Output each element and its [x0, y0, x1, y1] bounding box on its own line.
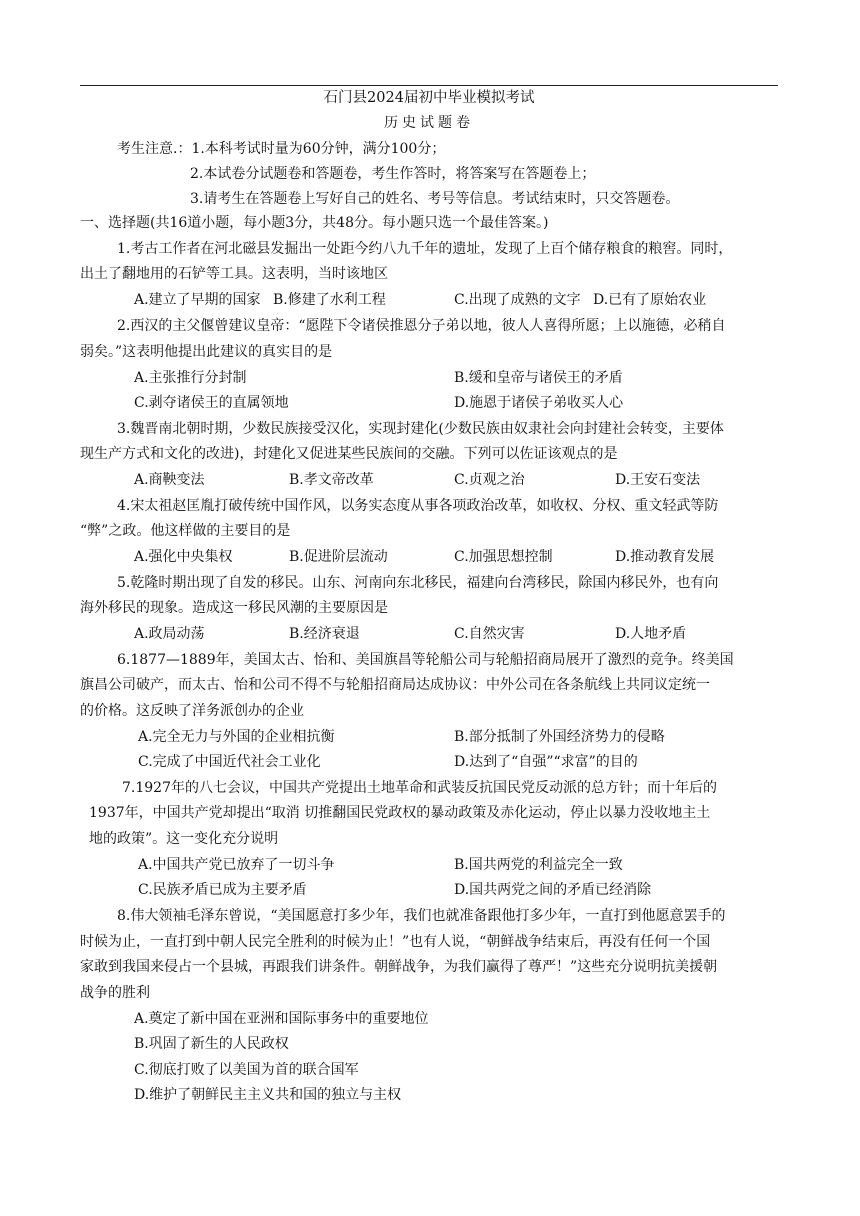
question-5-option-b: B.经济衰退 — [289, 626, 360, 642]
question-1-stem-line-2: 出土了翻地用的石铲等工具。这表明，当时该地区 — [80, 266, 388, 282]
question-7-option-c: C.民族矛盾已成为主要矛盾 — [138, 882, 307, 898]
question-5-stem-line-2: 海外移民的现象。造成这一移民风潮的主要原因是 — [80, 600, 388, 616]
question-2-option-b: B.缓和皇帝与诸侯王的矛盾 — [454, 370, 623, 386]
question-1-option-a: A.建立了早期的国家 — [134, 292, 261, 308]
question-3-stem-line-2: 现生产方式和文化的改进)，封建化又促进某些民族间的交融。下列可以佐证该观点的是 — [80, 446, 618, 462]
question-5-option-d: D.人地矛盾 — [615, 626, 687, 642]
notice-line-1: 考生注意.：1.本科考试时量为60分钟，满分100分； — [117, 141, 446, 157]
question-8-option-c: C.彻底打败了以美国为首的联合国军 — [134, 1062, 359, 1078]
question-7-option-a: A.中国共产党已放弃了一切斗争 — [138, 857, 335, 873]
question-3-option-c: C.贞观之治 — [454, 472, 525, 488]
question-4-option-d: D.推动教育发展 — [615, 549, 715, 565]
question-3-stem-line-1: 3.魏晋南北朝时期，少数民族接受汉化，实现封建化(少数民族由奴隶社会向封建社会转变，主要体 — [117, 421, 724, 437]
question-8-option-a: A.奠定了新中国在亚洲和国际事务中的重要地位 — [134, 1011, 429, 1027]
question-3-option-d: D.王安石变法 — [615, 472, 701, 488]
question-8-stem-line-2: 时候为止，一直打到中朝人民完全胜利的时候为止！”也有人说，“朝鲜战争结束后，再没有任何一个国 — [80, 934, 711, 950]
question-2-stem-line-1: 2.西汉的主父偃曾建议皇帝：“愿陛下令诸侯推恩分子弟以地，彼人人喜得所愿；上以施德，必稍自 — [117, 318, 726, 334]
question-8-option-d: D.维护了朝鲜民主主义共和国的独立与主权 — [134, 1087, 402, 1103]
question-8-stem-line-4: 战争的胜利 — [80, 985, 150, 1001]
question-7-option-b: B.国共两党的利益完全一致 — [454, 857, 623, 873]
question-7-option-d: D.国共两党之间的矛盾已经消除 — [454, 882, 652, 898]
section-heading: 一、选择题(共16道小题，每小题3分，共48分。每小题只选一个最佳答案。) — [80, 215, 549, 231]
question-7-stem-line-2: 1937年，中国共产党却提出“取消 切推翻国民党政权的暴动政策及赤化运动，停止以暴力没收地主土 — [89, 805, 711, 821]
question-2-option-c: C.剥夺诸侯王的直属领地 — [134, 395, 289, 411]
question-7-stem-line-1: 7.1927年的八七会议，中国共产党提出土地革命和武装反抗国民党反动派的总方针；而十年后的 — [122, 780, 717, 796]
notice-line-2: 2.本试卷分试题卷和答题卷，考生作答时，将答案写在答题卷上； — [190, 166, 596, 182]
question-5-option-a: A.政局动荡 — [134, 626, 205, 642]
question-6-option-a: A.完全无力与外国的企业相抗衡 — [138, 729, 335, 745]
exam-subtitle: 历史试题卷 — [384, 115, 474, 131]
question-8-stem-line-1: 8.伟大领袖毛泽东曾说，“美国愿意打多少年，我们也就准备跟他打多少年，一直打到他愿意罢手的 — [117, 908, 726, 924]
question-2-option-d: D.施恩于诸侯子弟收买人心 — [454, 395, 624, 411]
question-1-option-d: D.已有了原始农业 — [593, 292, 707, 308]
question-3-option-a: A.商鞅变法 — [134, 472, 205, 488]
question-4-stem-line-2: “弊”之政。他这样做的主要目的是 — [80, 523, 291, 539]
question-1-option-b: B.修建了水利工程 — [273, 292, 386, 308]
question-8-stem-line-3: 家敢到我国来侵占一个县城，再跟我们讲条件。朝鲜战争，为我们赢得了尊严！”这些充分说明抗美援朝 — [80, 959, 718, 975]
question-7-stem-line-3: 地的政策”。这一变化充分说明 — [89, 831, 279, 847]
question-6-stem-line-3: 的价格。这反映了洋务派创办的企业 — [80, 703, 304, 719]
header-rule — [80, 85, 778, 86]
question-6-option-c: C.完成了中国近代社会工业化 — [138, 754, 321, 770]
question-1-stem-line-1: 1.考古工作者在河北磁县发掘出一处距今约八九千年的遗址，发现了上百个储存粮食的粮窖。同时， — [117, 241, 733, 257]
question-3-option-b: B.孝文帝改革 — [289, 472, 374, 488]
question-5-option-c: C.自然灾害 — [454, 626, 525, 642]
question-6-option-b: B.部分抵制了外国经济势力的侵略 — [454, 729, 665, 745]
question-4-option-b: B.促进阶层流动 — [289, 549, 388, 565]
question-6-option-d: D.达到了“自强”“求富”的目的 — [454, 754, 638, 770]
question-1-option-c: C.出现了成熟的文字 — [454, 292, 581, 308]
question-4-option-a: A.强化中央集权 — [134, 549, 233, 565]
question-6-stem-line-1: 6.1877—1889年，美国太古、怡和、美国旗昌等轮船公司与轮船招商局展开了激烈的竞争。终美国 — [117, 652, 734, 668]
question-4-stem-line-1: 4.宋太祖赵匡胤打破传统中国作风，以务实态度从事各项政治改革，如收权、分权、重文轻武等防 — [117, 498, 719, 514]
question-2-option-a: A.主张推行分封制 — [134, 370, 247, 386]
exam-title: 石门县2024届初中毕业模拟考试 — [323, 90, 535, 106]
question-8-option-b: B.巩固了新生的人民政权 — [134, 1036, 289, 1052]
question-5-stem-line-1: 5.乾隆时期出现了自发的移民。山东、河南向东北移民，福建向台湾移民，除国内移民外，也有向 — [117, 575, 719, 591]
question-4-option-c: C.加强思想控制 — [454, 549, 553, 565]
question-6-stem-line-2: 旗昌公司破产，而太古、怡和公司不得不与轮船招商局达成协议：中外公司在各条航线上共同议定统一 — [80, 677, 710, 693]
question-2-stem-line-2: 弱矣。”这表明他提出此建议的真实目的是 — [80, 344, 333, 360]
notice-line-3: 3.请考生在答题卷上写好自己的姓名、考号等信息。考试结束时，只交答题卷。 — [190, 191, 680, 207]
